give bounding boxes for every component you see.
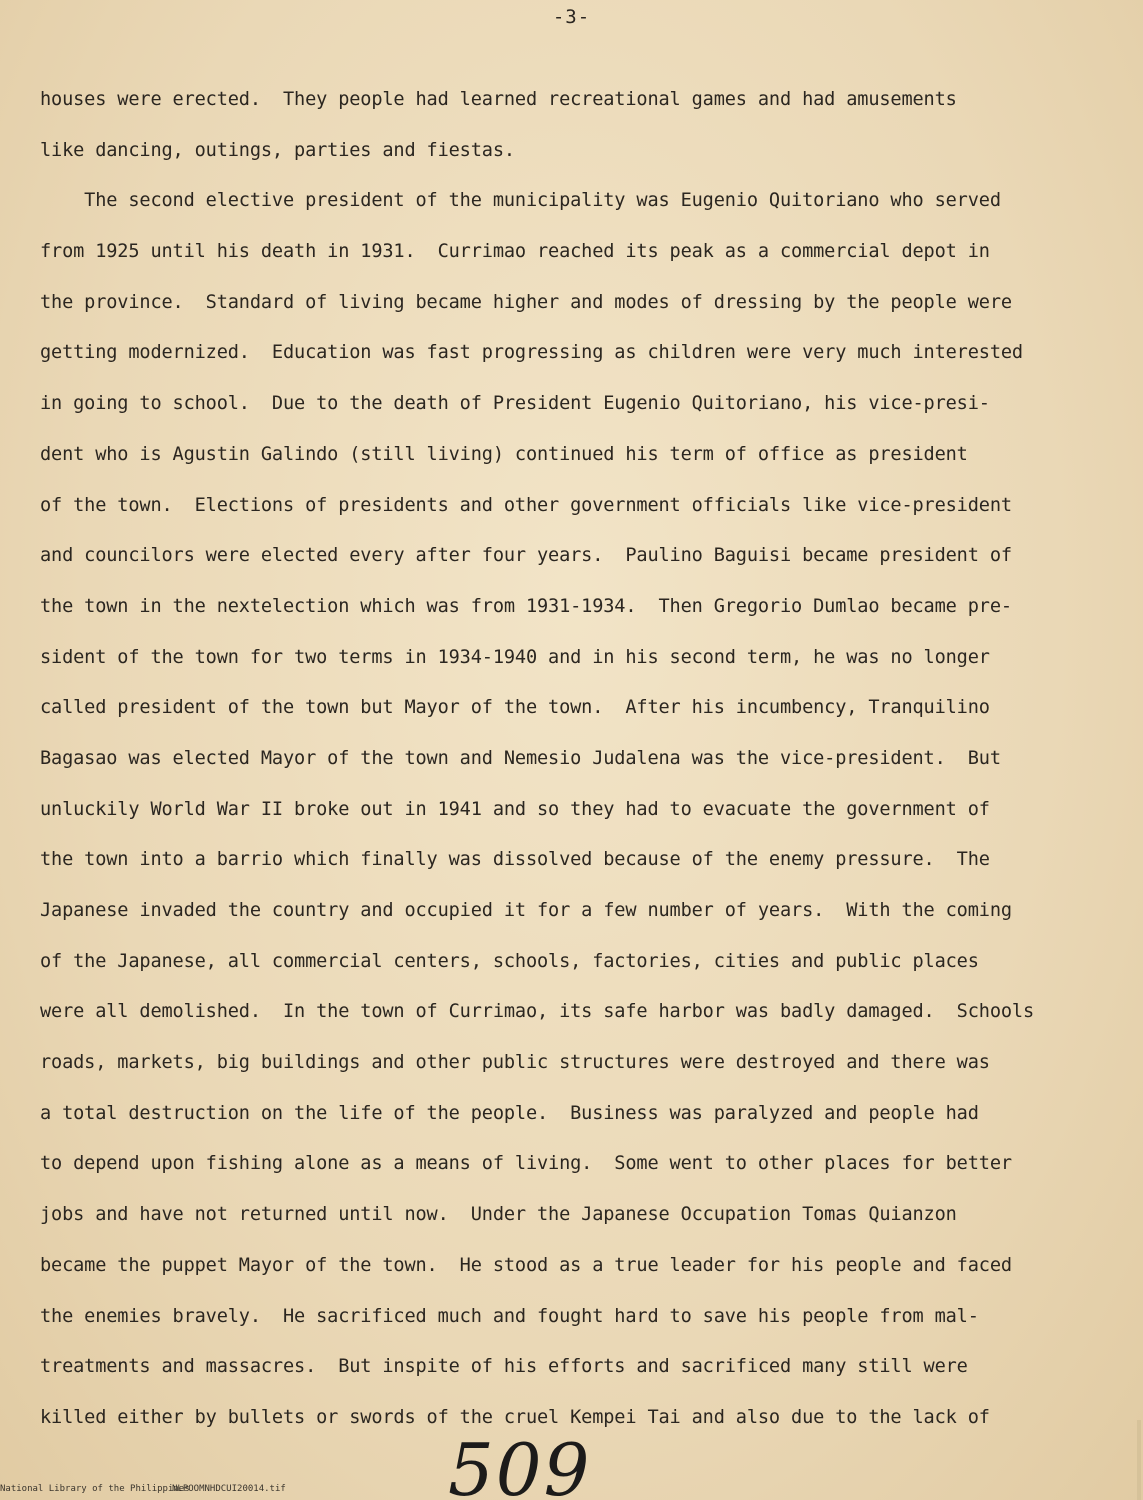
text-line: called president of the town but Mayor of the town. After his incumbency, Tranquilino bbox=[40, 697, 990, 719]
footer-filename: NLPOOMNHDCUI20014.tif bbox=[172, 1484, 286, 1494]
text-line: the town in the nextelection which was from 1931-1934. Then Gregorio Dumlao became pre- bbox=[40, 595, 1012, 617]
text-line: of the Japanese, all commercial centers, schools, factories, cities and public places bbox=[40, 950, 979, 972]
text-line: in going to school. Due to the death of President Eugenio Quitoriano, his vice-presi- bbox=[40, 393, 990, 415]
text-line: killed either by bullets or swords of the cruel Kempei Tai and also due to the lack of bbox=[40, 1406, 990, 1428]
text-line: and councilors were elected every after four years. Paulino Baguisi became president of bbox=[40, 545, 1012, 567]
body-text bbox=[40, 82, 1130, 1451]
text-line: getting modernized. Education was fast progressing as children were very much interested bbox=[40, 342, 1023, 364]
page-number: -3- bbox=[552, 6, 591, 28]
text-line: from 1925 until his death in 1931. Currimao reached its peak as a commercial depot in bbox=[40, 241, 990, 263]
text-line: Japanese invaded the country and occupied it for a few number of years. With the coming bbox=[40, 900, 1012, 921]
text-line: of the town. Elections of presidents and other government officials like vice-president bbox=[40, 494, 1012, 516]
footer-library: National Library of the Philippines bbox=[0, 1484, 190, 1494]
text-line: a total destruction on the life of the people. Business was paralyzed and people had bbox=[40, 1102, 979, 1124]
text-line: the enemies bravely. He sacrificed much and fought hard to save his people from mal- bbox=[40, 1305, 979, 1327]
text-line: treatments and massacres. But inspite of his efforts and sacrificed many still were bbox=[40, 1356, 968, 1378]
text-line: sident of the town for two terms in 1934-1940 and in his second term, he was no longer bbox=[40, 646, 990, 668]
text-line: roads, markets, big buildings and other public structures were destroyed and there was bbox=[40, 1052, 990, 1074]
text-line: unluckily World War II broke out in 1941 and so they had to evacuate the government of bbox=[40, 798, 990, 820]
page-edge-mark bbox=[1137, 1420, 1141, 1500]
text-line: were all demolished. In the town of Currimao, its safe harbor was badly damaged. Schools bbox=[40, 1001, 1034, 1023]
handwritten-page-number: 509 bbox=[448, 1428, 592, 1500]
text-line: the province. Standard of living became higher and modes of dressing by the people were bbox=[40, 291, 1012, 313]
text-line: houses were erected. They people had learned recreational games and had amusements bbox=[40, 89, 957, 110]
text-line: Bagasao was elected Mayor of the town and Nemesio Judalena was the vice-president. But bbox=[40, 747, 1001, 769]
text-line: The second elective president of the municipality was Eugenio Quitoriano who served bbox=[40, 190, 1001, 212]
text-line: dent who is Agustin Galindo (still living) continued his term of office as president bbox=[40, 443, 968, 465]
text-line: the town into a barrio which finally was dissolved because of the enemy pressure. The bbox=[40, 849, 990, 871]
text-line: jobs and have not returned until now. Under the Japanese Occupation Tomas Quianzon bbox=[40, 1204, 957, 1226]
text-line: like dancing, outings, parties and fiestas. bbox=[40, 139, 515, 161]
text-line: became the puppet Mayor of the town. He stood as a true leader for his people and faced bbox=[40, 1254, 1012, 1276]
text-line: to depend upon fishing alone as a means of living. Some went to other places for better bbox=[40, 1153, 1012, 1175]
